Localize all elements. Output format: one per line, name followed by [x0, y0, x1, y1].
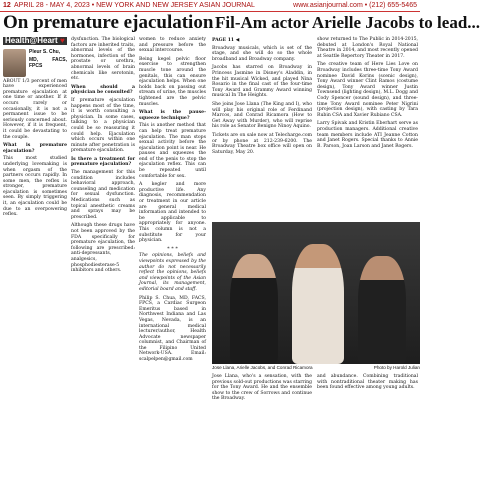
- paragraph: ABOUT 1/3 percent of men have experienced premature ejaculation at one time or another. If it occurs rarely or occasionally, it is not a permanent issue to be seriously concerned about. However, if it is frequent, it could be devastating to the couple.: [3, 78, 67, 140]
- right-columns: [212, 37, 420, 221]
- paragraph: Although these drugs have not been approved by the FDA specifically for premature ejaculation, the following are prescribed: anti-depressants, analgesics, phosphodiesterase-5 inhibitors and others.: [71, 223, 135, 274]
- masthead: [0, 0, 420, 12]
- right-headline: Fil-Am actor Arielle Jacobs to lead...: [215, 13, 480, 32]
- subhead: Is there a treatment for premature ejaculation?: [71, 156, 135, 168]
- disclaimer: The opinions, beliefs and viewpoints expressed by the author do not necessarily reflect the opinions, beliefs and viewpoints of the Asian Journal, its management, editorial board and staff.: [139, 253, 206, 292]
- left-columns: [0, 37, 209, 480]
- subhead: What is the pause-squeeze technique?: [139, 110, 206, 121]
- section-badge: [3, 37, 67, 45]
- paragraph: The creative team of Here Lies Love on Broadway includes three-time Tony Award nominee David Korins (scenic design), Tony Award winner Clint Ramos (costume design), Tony Award winner Justin Townsend (lighting design), M.L. Dogg and Cody Spencer (sound design), and three-time Tony Award nominee Peter Nigrini (projection design), with casting by Tara Rubin CSA and Xavier Rubiano CSA.: [317, 62, 418, 118]
- page-number: 12: [3, 2, 11, 9]
- paragraph: show returned to The Public in 2014-2015, debuted at London's Royal National Theatre in 2014, and most recently opened at Seattle Repertory Theater in 2017.: [317, 37, 418, 59]
- left-article: [0, 12, 214, 480]
- author-box: [3, 49, 67, 69]
- paragraph: Broadway musicals, which is set of the stage, and she will do so the whole broadband and Broadway company.: [212, 45, 312, 62]
- author-headshot: [3, 49, 26, 77]
- edition-line: APRIL 28 - MAY 4, 2023 • NEW YORK AND NEW JERSEY ASIAN JOURNAL: [14, 2, 255, 9]
- paragraph: and abundance. Combining traditional with nontraditional theater making has been found effective among young adults.: [317, 374, 418, 391]
- left-col-1: [3, 37, 67, 480]
- paragraph: women to reduce anxiety and pressure before the sexual intercourse.: [139, 37, 206, 54]
- heart-icon: ♥: [59, 36, 65, 45]
- photo-caption: Jose Llana, Arielle Jacobs, and Conrad Ricamora: [212, 365, 313, 370]
- paragraph: Tickets are on sale now at Telecharge.com or by phone at 212-239-6200. The Broadway Theatre box office will open on Saturday, May 20.: [212, 132, 312, 155]
- divider-stars: * * *: [167, 245, 178, 252]
- author-bio: Philip S. Chua, MD, FACS, FPCS, a Cardiac Surgeon Emeritus based in Northwest Indiana and Las Vegas, Nevada, is an international medical lecturer/author, Health Advocate newspaper columnist, and Chairman of the Filipino United Network-USA. Email: scalpelpen@gmail.com: [139, 295, 206, 363]
- paragraph: Larry Spivak and Kristin Eberhart serve as production managers. Additional creative team members include ATI Jeanne Cotton and Janet Rogers. Special thanks to Annie B. Parson, Joan Larson and Janet Rogers.: [317, 121, 418, 149]
- right-col-1: [212, 37, 312, 221]
- left-col-2: [71, 37, 135, 480]
- continued-marker: PAGE 11 ◀: [212, 38, 240, 43]
- author-credentials: MD, FACS, FPCS: [29, 56, 67, 69]
- subhead: What is premature ejaculation?: [3, 143, 67, 154]
- website-line: www.asianjournal.com • (212) 655-5465: [293, 2, 417, 9]
- section-label: Health@Heart: [5, 36, 58, 45]
- paragraph: A kegler and more productive life. Any diagnosis, recommendation or treatment in our article are general medical information and intended to be applicable to appropriately for anyone. This column is not a substitute for your physician.: [139, 182, 206, 244]
- paragraph: Jacobs has starred on Broadway in Princess Jasmine in Disney's Aladdin, in the hit musical Wicked, and played Nina Rosario in the final cast of the four-time Tony Award and Grammy Award winning musical In The Heights.: [212, 65, 312, 99]
- person-figure: [358, 256, 406, 364]
- person-figure: [230, 254, 278, 364]
- paragraph: This is another method that can help treat premature ejaculation. The man stops sexual activity before the ejaculation point is near. He pauses and squeezes the end of the penis to stop the ejaculation reflex. This can be repeated until comfortable for sex.: [139, 123, 206, 179]
- paragraph: The management for this condition includes behavioral approach, counseling and medication for sexual dysfunction. Medications such as topical anesthetic creams and sprays may be prescribed.: [71, 170, 135, 220]
- photo-caption-row: [212, 365, 420, 371]
- person-figure: [292, 244, 344, 364]
- right-col-2: [317, 37, 418, 221]
- author-name: Pleur S. Chu,: [29, 48, 61, 55]
- right-lower-columns: [212, 374, 420, 480]
- right-article: [212, 12, 480, 480]
- paragraph: Jose Llana, who's a sensation, with the previous sold-out productions was starring for the Tony Award. He and the ensemble show to the crew of Sorrows and continue the Broadway.: [212, 374, 312, 402]
- left-headline: On premature ejaculation: [3, 12, 214, 33]
- right-lower-col-1: [212, 374, 312, 480]
- paragraph: She joins Jose Llana (The King and I), who will play his original role of Ferdinand Marcos, and Conrad Ricamora (How to Get Away with Murder), who will reprise his role as Senator Benigno Ninoy Aquino.: [212, 101, 312, 130]
- cast-photo: [212, 222, 420, 364]
- subhead: When should a physician be consulted?: [71, 84, 135, 96]
- photo-credit: Photo by Harold Julian: [373, 365, 420, 370]
- paragraph: This most studied underlying lovemaking is when orgasm of the partners occurs rapidly. In some men, the reflex is stronger, premature ejaculation is sometimes seen. By simply triggering it, an ejaculation could be due to an overpowering reflex.: [3, 156, 67, 218]
- paragraph: Being kegel pelvic floor exercise to strengthen muscle tone around the genitals, this can ensure ejaculation helps. When one holds back on passing out stream of urine, the muscles tightened are the pelvic muscles.: [139, 56, 206, 107]
- right-lower-col-2: [317, 374, 418, 480]
- left-col-3: [139, 37, 206, 480]
- paragraph: If premature ejaculation happens most of the time, it is worth consulting a physician. In some cases, talking to a physician could be so reassuring it could help. Ejaculation which occurs within one minute after penetration is premature ejaculation.: [71, 97, 135, 154]
- paragraph: dysfunction. The biological factors are inherited traits, abnormal levels of the hormones, infection of the prostate or urethra, abnormal levels of brain chemicals like serotonin, etc.: [71, 37, 135, 82]
